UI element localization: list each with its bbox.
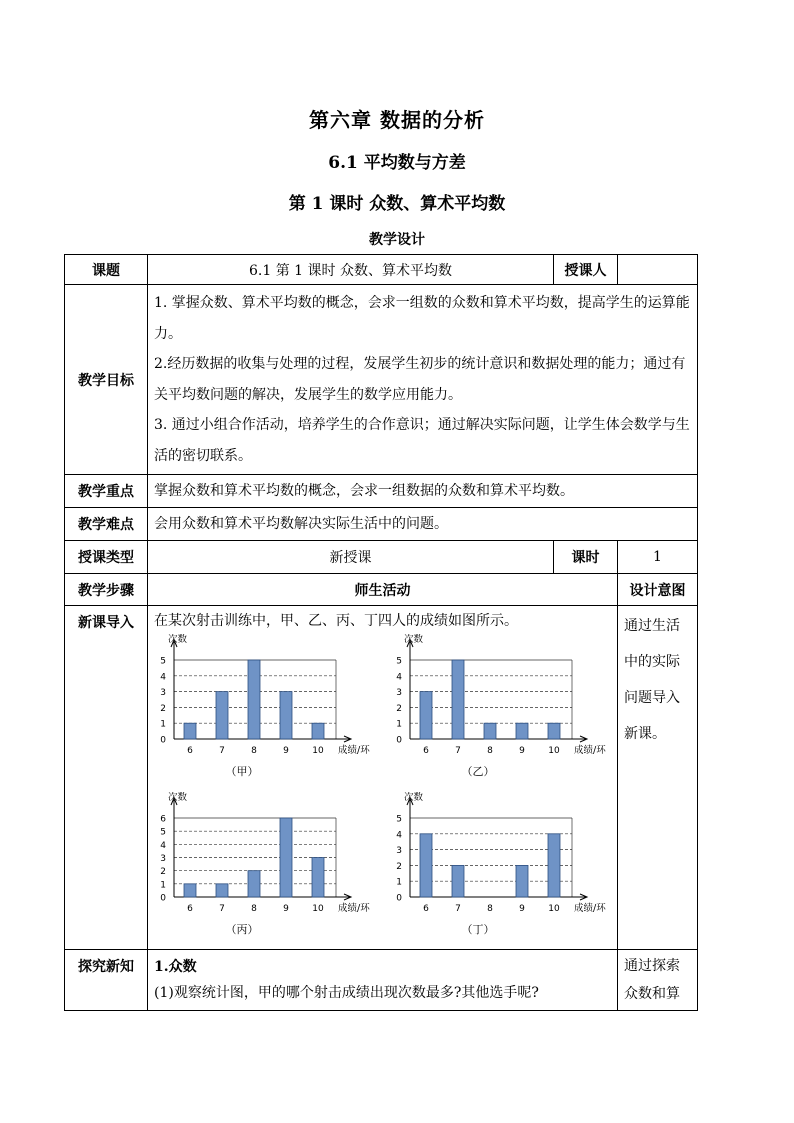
bar-6 xyxy=(184,884,196,897)
y-tick-label: 0 xyxy=(396,893,402,904)
y-tick-label: 1 xyxy=(160,719,166,730)
y-tick-label: 2 xyxy=(396,861,402,872)
bar-chart-svg xyxy=(154,792,378,948)
y-axis-label: 次数 xyxy=(168,792,188,803)
x-tick-label: 6 xyxy=(423,904,429,914)
x-axis-label: 成绩/环 xyxy=(574,903,606,914)
key-label: 教学重点 xyxy=(65,475,148,508)
y-tick-label: 1 xyxy=(396,877,402,888)
goal-item-3: 3. 通过小组合作活动，培养学生的合作意识；通过解决实际问题，让学生体会数学与生活的密切联系。 xyxy=(154,417,690,464)
bar-7 xyxy=(452,865,464,897)
bar-7 xyxy=(216,692,228,739)
bar-10 xyxy=(548,723,560,739)
x-tick-label: 10 xyxy=(312,746,324,756)
key-value: 掌握众数和算术平均数的概念，会求一组数据的众数和算术平均数。 xyxy=(148,475,698,508)
intro-text: 在某次射击训练中，甲、乙、丙、丁四人的成绩如图所示。 xyxy=(154,613,518,629)
bar-6 xyxy=(420,834,432,897)
bar-chart-4 xyxy=(390,792,614,948)
y-tick-label: 2 xyxy=(160,703,166,714)
difficulty-value: 会用众数和算术平均数解决实际生活中的问题。 xyxy=(148,508,698,541)
type-value: 新授课 xyxy=(148,541,554,574)
topic-row xyxy=(65,255,698,285)
bar-6 xyxy=(184,723,196,739)
bar-chart-2 xyxy=(390,634,614,790)
x-tick-label: 7 xyxy=(455,904,461,914)
y-tick-label: 2 xyxy=(160,867,166,878)
y-tick-label: 1 xyxy=(396,719,402,730)
bar-6 xyxy=(420,692,432,739)
goal-item-1: 1. 掌握众数、算术平均数的概念，会求一组数的众数和算术平均数，提高学生的运算能力。 xyxy=(154,295,690,342)
y-axis-label: 次数 xyxy=(168,634,188,645)
x-tick-label: 10 xyxy=(548,746,560,756)
chapter-title: 第六章 数据的分析 xyxy=(309,108,485,132)
y-tick-label: 3 xyxy=(396,846,402,857)
bar-10 xyxy=(548,834,560,897)
intro-content xyxy=(148,606,618,950)
x-tick-label: 10 xyxy=(548,904,560,914)
x-tick-label: 8 xyxy=(251,746,257,756)
x-axis-label: 成绩/环 xyxy=(338,903,370,914)
bar-9 xyxy=(516,865,528,897)
hours-value: 1 xyxy=(618,541,698,574)
x-tick-label: 8 xyxy=(487,904,493,914)
y-tick-label: 3 xyxy=(160,688,166,699)
bar-chart-svg xyxy=(390,634,614,790)
bar-8 xyxy=(248,871,260,897)
section-title: 6.1 平均数与方差 xyxy=(328,153,466,173)
teacher-value xyxy=(618,255,698,285)
explore-row xyxy=(65,950,698,1011)
chart-caption: （丁） xyxy=(461,923,495,936)
goal-item-2: 2.经历数据的收集与处理的过程，发展学生初步的统计意识和数据处理的能力；通过有关平均数问题的解决，发展学生的数学应用能力。 xyxy=(154,356,686,403)
key-row xyxy=(65,475,698,508)
x-tick-label: 9 xyxy=(283,904,289,914)
y-tick-label: 5 xyxy=(396,656,402,667)
y-tick-label: 4 xyxy=(160,672,166,683)
bar-chart-1 xyxy=(154,634,378,790)
y-tick-label: 3 xyxy=(160,854,166,864)
intro-row xyxy=(65,606,698,950)
bar-chart-3 xyxy=(154,792,378,948)
goals-label: 教学目标 xyxy=(65,285,148,475)
x-tick-label: 9 xyxy=(519,904,525,914)
x-axis-label: 成绩/环 xyxy=(574,745,606,756)
bar-8 xyxy=(484,723,496,739)
bar-chart-svg xyxy=(154,634,378,790)
x-tick-label: 6 xyxy=(423,746,429,756)
x-tick-label: 9 xyxy=(283,746,289,756)
x-tick-label: 10 xyxy=(312,904,324,914)
x-axis-label: 成绩/环 xyxy=(338,745,370,756)
y-tick-label: 0 xyxy=(160,893,166,904)
chart-caption: （丙） xyxy=(225,923,259,936)
goals-row xyxy=(65,285,698,475)
bar-10 xyxy=(312,723,324,739)
explore-text: (1)观察统计图，甲的哪个射击成绩出现次数最多?其他选手呢? xyxy=(154,985,539,1001)
bar-10 xyxy=(312,858,324,898)
y-tick-label: 4 xyxy=(396,672,402,683)
topic-value: 6.1 第 1 课时 众数、算术平均数 xyxy=(148,255,554,285)
x-tick-label: 7 xyxy=(219,904,225,914)
explore-label: 探究新知 xyxy=(65,950,148,1011)
bar-chart-svg xyxy=(390,792,614,948)
y-tick-label: 4 xyxy=(396,830,402,841)
y-tick-label: 5 xyxy=(160,827,166,838)
bar-8 xyxy=(248,660,260,739)
intro-label: 新课导入 xyxy=(65,606,148,950)
design-heading: 教学设计 xyxy=(369,232,425,248)
hours-label: 课时 xyxy=(554,541,618,574)
y-tick-label: 5 xyxy=(160,656,166,667)
intro-intent: 通过生活中的实际问题导入新课。 xyxy=(618,606,698,950)
lesson-title: 第 1 课时 众数、算术平均数 xyxy=(288,194,506,214)
difficulty-row xyxy=(65,508,698,541)
y-tick-label: 4 xyxy=(160,840,166,851)
y-tick-label: 0 xyxy=(396,735,402,746)
type-row xyxy=(65,541,698,574)
teacher-label: 授课人 xyxy=(554,255,618,285)
x-tick-label: 7 xyxy=(219,746,225,756)
bar-7 xyxy=(452,660,464,739)
y-tick-label: 1 xyxy=(160,880,166,891)
topic-label: 课题 xyxy=(65,255,148,285)
bar-9 xyxy=(516,723,528,739)
chart-caption: （乙） xyxy=(461,765,495,778)
lesson-plan-table xyxy=(64,254,698,1011)
x-tick-label: 6 xyxy=(187,746,193,756)
y-tick-label: 5 xyxy=(396,814,402,825)
activities-label: 师生活动 xyxy=(148,574,618,606)
steps-label: 教学步骤 xyxy=(65,574,148,606)
y-tick-label: 3 xyxy=(396,688,402,699)
x-tick-label: 8 xyxy=(487,746,493,756)
explore-intent: 通过探索众数和算 xyxy=(618,950,698,1011)
explore-content xyxy=(148,950,618,1011)
bar-9 xyxy=(280,692,292,739)
x-tick-label: 6 xyxy=(187,904,193,914)
explore-heading: 1.众数 xyxy=(154,959,197,975)
y-axis-label: 次数 xyxy=(404,634,424,645)
y-tick-label: 2 xyxy=(396,703,402,714)
bar-7 xyxy=(216,884,228,897)
goals-content xyxy=(148,285,698,475)
header-row xyxy=(65,574,698,606)
charts-area xyxy=(154,634,614,949)
difficulty-label: 教学难点 xyxy=(65,508,148,541)
y-axis-label: 次数 xyxy=(404,792,424,803)
bar-9 xyxy=(280,818,292,897)
y-tick-label: 6 xyxy=(160,814,166,825)
type-label: 授课类型 xyxy=(65,541,148,574)
chart-caption: （甲） xyxy=(225,765,259,778)
x-tick-label: 7 xyxy=(455,746,461,756)
y-tick-label: 0 xyxy=(160,735,166,746)
intent-label: 设计意图 xyxy=(618,574,698,606)
x-tick-label: 9 xyxy=(519,746,525,756)
x-tick-label: 8 xyxy=(251,904,257,914)
